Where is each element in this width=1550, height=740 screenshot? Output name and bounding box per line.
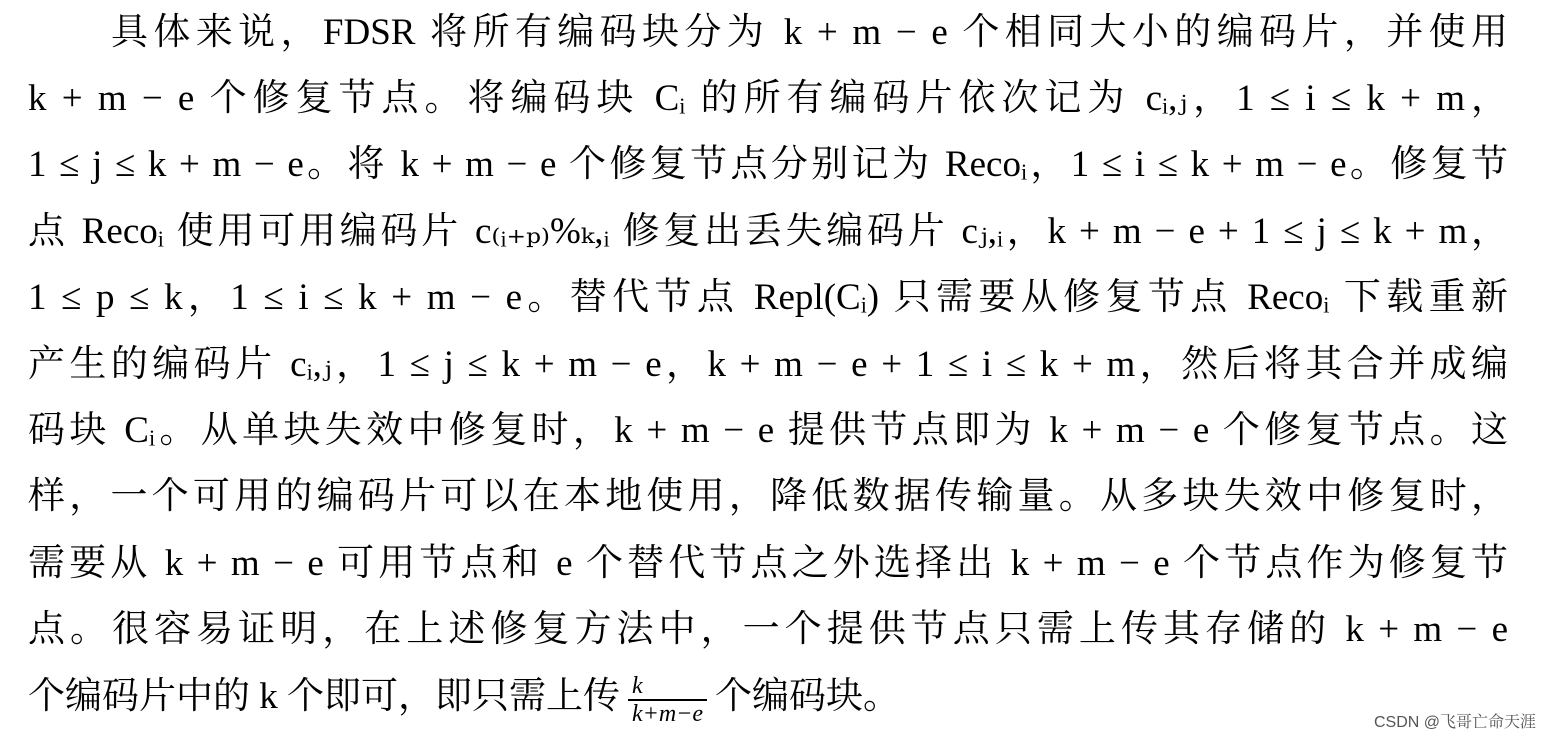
text-line: 点。很容易证明，在上述修复方法中，一个提供节点只需上传其存储的 k + m − e <box>28 609 1508 650</box>
text-line: 点 Recoᵢ 使用可用编码片 c₍ᵢ₊ₚ₎%ₖ,ᵢ 修复出丢失编码片 cⱼ,ᵢ，k + m − e + 1 ≤ j ≤ k + m， <box>28 211 1508 252</box>
fraction-numerator: k <box>632 672 643 699</box>
text-line: 码块 Cᵢ。从单块失效中修复时，k + m − e 提供节点即为 k + m − e 个修复节点。这 <box>28 410 1508 451</box>
text-line: 1 ≤ p ≤ k，1 ≤ i ≤ k + m − e。替代节点 Repl(Cᵢ) 只需要从修复节点 Recoᵢ 下载重新 <box>28 277 1508 318</box>
fraction-denominator: k+m−e <box>632 700 704 727</box>
text-line: 产生的编码片 cᵢ,ⱼ，1 ≤ j ≤ k + m − e，k + m − e + 1 ≤ i ≤ k + m，然后将其合并成编 <box>28 344 1508 385</box>
text-line: 需要从 k + m − e 可用节点和 e 个替代节点之外选择出 k + m − e 个节点作为修复节 <box>28 543 1508 584</box>
text-line: 1 ≤ j ≤ k + m − e。将 k + m − e 个修复节点分别记为 Recoᵢ，1 ≤ i ≤ k + m − e。修复节 <box>28 144 1508 185</box>
csdn-watermark: CSDN @飞哥亡命天涯 <box>1373 714 1536 731</box>
text-line: k + m − e 个修复节点。将编码块 Cᵢ 的所有编码片依次记为 cᵢ,ⱼ，1 ≤ i ≤ k + m， <box>28 78 1508 119</box>
last-line-after: 个编码块。 <box>715 676 901 717</box>
last-line-before: 个编码片中的 k 个即可，即只需上传 <box>28 676 620 717</box>
text-line: 具体来说，FDSR 将所有编码块分为 k + m − e 个相同大小的编码片，并使用 <box>111 12 1508 53</box>
text-line-last <box>28 664 900 730</box>
text-line: 样，一个可用的编码片可以在本地使用，降低数据传输量。从多块失效中修复时， <box>28 476 1508 517</box>
fraction <box>628 673 707 727</box>
